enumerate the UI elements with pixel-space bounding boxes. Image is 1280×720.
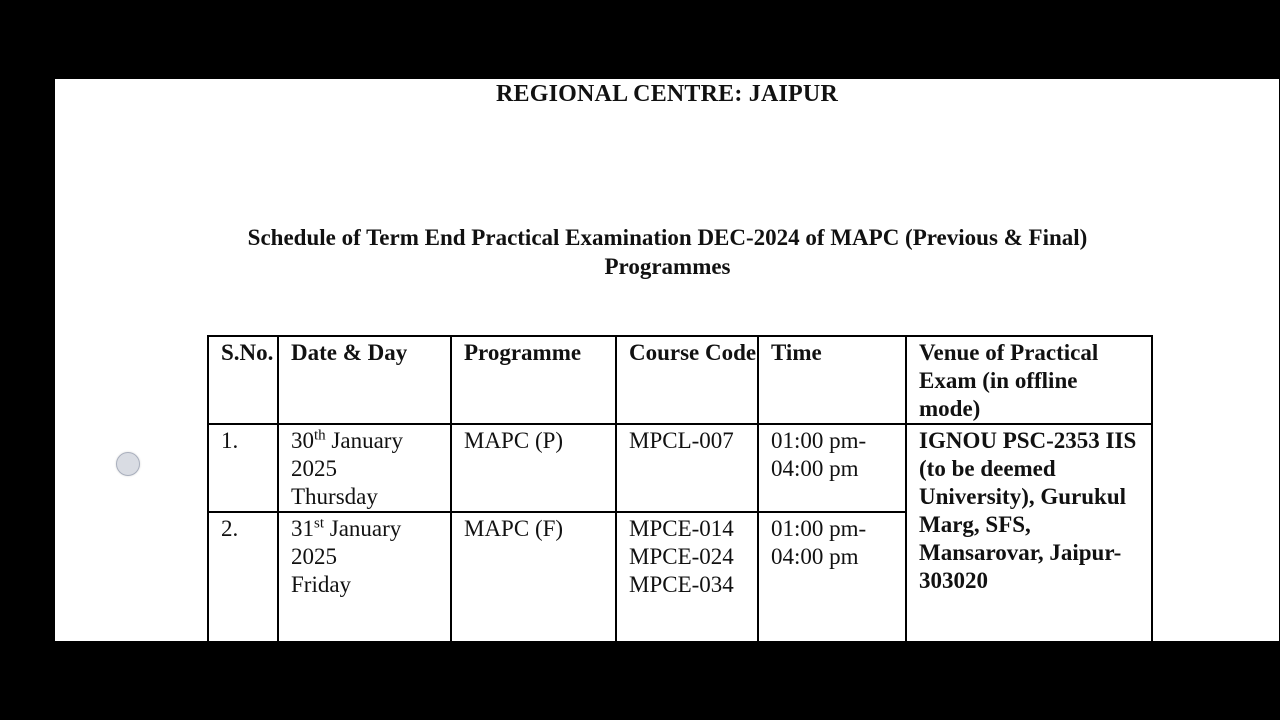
header-sno: S.No. (208, 336, 278, 424)
cell-programme: MAPC (F) (451, 512, 616, 641)
header-date-day: Date & Day (278, 336, 451, 424)
course-code: MPCE-014 (629, 516, 734, 541)
header-programme: Programme (451, 336, 616, 424)
cell-programme: MAPC (P) (451, 424, 616, 512)
document-page (55, 79, 1279, 641)
day-name: Friday (291, 572, 352, 597)
cell-venue: IGNOU PSC-2353 IIS (to be deemed University), Gurukul Marg, SFS, Mansarovar, Jaipur-303020 (906, 424, 1152, 641)
schedule-table (207, 335, 1153, 641)
schedule-heading: Schedule of Term End Practical Examination DEC-2024 of MAPC (Previous & Final) Programmes (247, 225, 1088, 279)
cell-course-code (616, 512, 758, 641)
cell-time (758, 512, 906, 641)
time-start: 01:00 pm- (771, 516, 867, 541)
course-code: MPCE-034 (629, 572, 734, 597)
header-venue: Venue of Practical Exam (in offline mode) (906, 336, 1152, 424)
regional-centre-title: REGIONAL CENTRE: JAIPUR (496, 81, 838, 107)
date-month-year: January 2025 (291, 428, 403, 481)
cell-time (758, 424, 906, 512)
course-code: MPCE-024 (629, 544, 734, 569)
table-header-row (208, 336, 1152, 424)
date-suffix: st (314, 515, 325, 532)
course-code: MPCL-007 (629, 428, 734, 453)
cell-date-day (278, 512, 451, 641)
time-start: 01:00 pm- (771, 428, 867, 453)
date-number: 30 (291, 428, 314, 453)
date-number: 31 (291, 516, 314, 541)
day-name: Thursday (291, 484, 378, 509)
cell-sno: 2. (208, 512, 278, 641)
cell-date-day (278, 424, 451, 512)
header-course-code: Course Code (616, 336, 758, 424)
time-end: 04:00 pm (771, 456, 859, 481)
cell-course-code (616, 424, 758, 512)
date-suffix: th (314, 427, 326, 444)
time-end: 04:00 pm (771, 544, 859, 569)
table-row (208, 424, 1152, 512)
touch-pointer-icon (116, 452, 140, 476)
cell-sno: 1. (208, 424, 278, 512)
header-time: Time (758, 336, 906, 424)
date-month-year: January 2025 (291, 516, 402, 569)
